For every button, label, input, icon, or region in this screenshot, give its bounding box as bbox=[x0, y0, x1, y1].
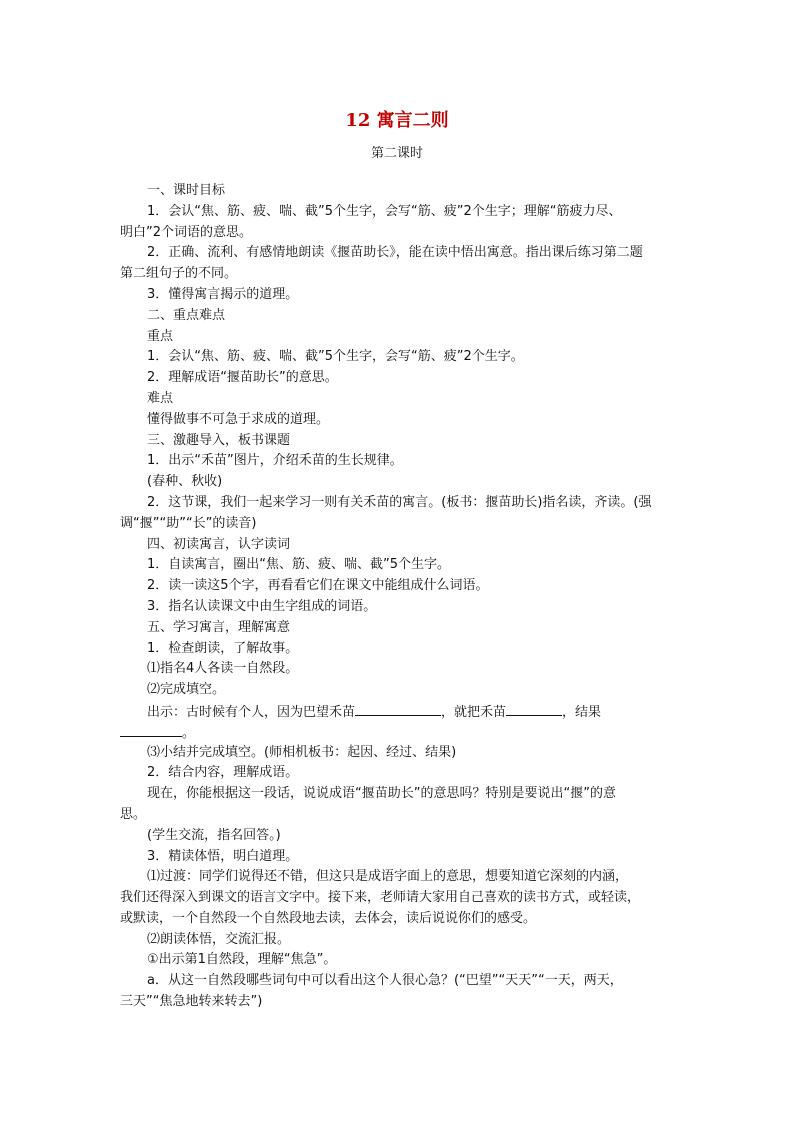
subheading: 重点 bbox=[147, 328, 174, 344]
paragraph-line: 三天”“焦急地转来转去”) bbox=[120, 994, 263, 1010]
paragraph-line: 2．理解成语“揠苗助长”的意思。 bbox=[147, 370, 338, 386]
paragraph-line: 2．这节课，我们一起来学习一则有关禾苗的寓言。(板书：揠苗助长)指名读，齐读。(强 bbox=[147, 494, 652, 510]
paragraph-line: ⑶小结并完成填空。(师相机板书：起因、经过、结果) bbox=[147, 744, 457, 760]
section-heading: 四、初读寓言，认字读词 bbox=[147, 536, 291, 552]
paragraph-line: 2．结合内容，理解成语。 bbox=[147, 765, 299, 781]
paragraph-line: (春种、秋收) bbox=[147, 474, 223, 490]
document-title: 12 寓言二则 bbox=[345, 110, 449, 131]
paragraph-line: (学生交流，指名回答。) bbox=[147, 827, 281, 843]
paragraph-line: ⑵完成填空。 bbox=[147, 682, 226, 698]
fill-blank-line bbox=[120, 722, 680, 743]
fill-blank-text: 出示：古时候有个人，因为巴望禾苗 bbox=[147, 704, 356, 720]
fill-blank-text: 。 bbox=[182, 725, 196, 741]
fill-blank-line bbox=[120, 701, 680, 722]
paragraph-line: 1．自读寓言，圈出“焦、筋、疲、喘、截”5个生字。 bbox=[147, 557, 451, 573]
paragraph-line: 2．正确、流利、有感情地朗读《揠苗助长》，能在读中悟出寓意。指出课后练习第二题 bbox=[147, 245, 643, 261]
fill-blank-text: ，结果 bbox=[562, 704, 602, 720]
paragraph-line: ⑴过渡：同学们说得还不错，但这只是成语字面上的意思，想要知道它深刻的内涵， bbox=[147, 869, 629, 885]
paragraph-line: 现在，你能根据这一段话，说说成语“揠苗助长”的意思吗？特别是要说出“揠”的意 bbox=[147, 786, 616, 802]
fill-blank-underline bbox=[120, 722, 182, 737]
section-heading: 三、激趣导入，板书课题 bbox=[147, 432, 291, 448]
paragraph-line: ⑴指名4人各读一自然段。 bbox=[147, 661, 299, 677]
paragraph-line: 1．会认“焦、筋、疲、喘、截”5个生字，会写“筋、疲”2个生字。 bbox=[147, 349, 524, 365]
paragraph-line: 或默读，一个自然段一个自然段地去读，去体会，读后说说你们的感受。 bbox=[120, 910, 537, 926]
paragraph-line: 1．会认“焦、筋、疲、喘、截”5个生字，会写“筋、疲”2个生字；理解“筋疲力尽、 bbox=[147, 203, 622, 219]
paragraph-line: 1．检查朗读，了解故事。 bbox=[147, 640, 299, 656]
paragraph-line: 3．懂得寓言揭示的道理。 bbox=[147, 286, 299, 302]
paragraph-line: 1．出示“禾苗”图片，介绍禾苗的生长规律。 bbox=[147, 453, 403, 469]
paragraph-line: a．从这一自然段哪些词句中可以看出这个人很心急？(“巴望”“天天”“一天，两天， bbox=[147, 973, 623, 989]
paragraph-line: 3．精读体悟，明白道理。 bbox=[147, 848, 299, 864]
subheading: 难点 bbox=[147, 390, 174, 406]
section-heading: 一、课时目标 bbox=[147, 183, 226, 198]
paragraph-line: 明白”2个词语的意思。 bbox=[120, 224, 253, 240]
section-heading: 二、重点难点 bbox=[147, 307, 226, 323]
document-body bbox=[120, 181, 680, 1013]
fill-blank-underline bbox=[506, 701, 562, 716]
paragraph-line: 懂得做事不可急于求成的道理。 bbox=[147, 411, 330, 427]
paragraph-line: 调“揠”“助”“长”的读音) bbox=[120, 515, 257, 531]
paragraph-line: 我们还得深入到课文的语言文字中。接下来，老师请大家用自己喜欢的读书方式，或轻读， bbox=[120, 890, 641, 906]
paragraph-line: ⑵朗读体悟，交流汇报。 bbox=[147, 931, 291, 947]
paragraph-line: 2．读一读这5个字，再看看它们在课文中能组成什么词语。 bbox=[147, 578, 489, 594]
fill-blank-underline bbox=[355, 701, 441, 716]
paragraph-line: ①出示第1自然段，理解“焦急”。 bbox=[147, 952, 337, 968]
document-subtitle: 第二课时 bbox=[370, 146, 423, 161]
section-heading: 五、学习寓言，理解寓意 bbox=[147, 619, 291, 635]
paragraph-line: 3．指名认读课文中由生字组成的词语。 bbox=[147, 598, 377, 614]
paragraph-line: 思。 bbox=[120, 806, 147, 822]
paragraph-line: 第二组句子的不同。 bbox=[120, 266, 238, 282]
fill-blank-text: ，就把禾苗 bbox=[441, 704, 507, 720]
